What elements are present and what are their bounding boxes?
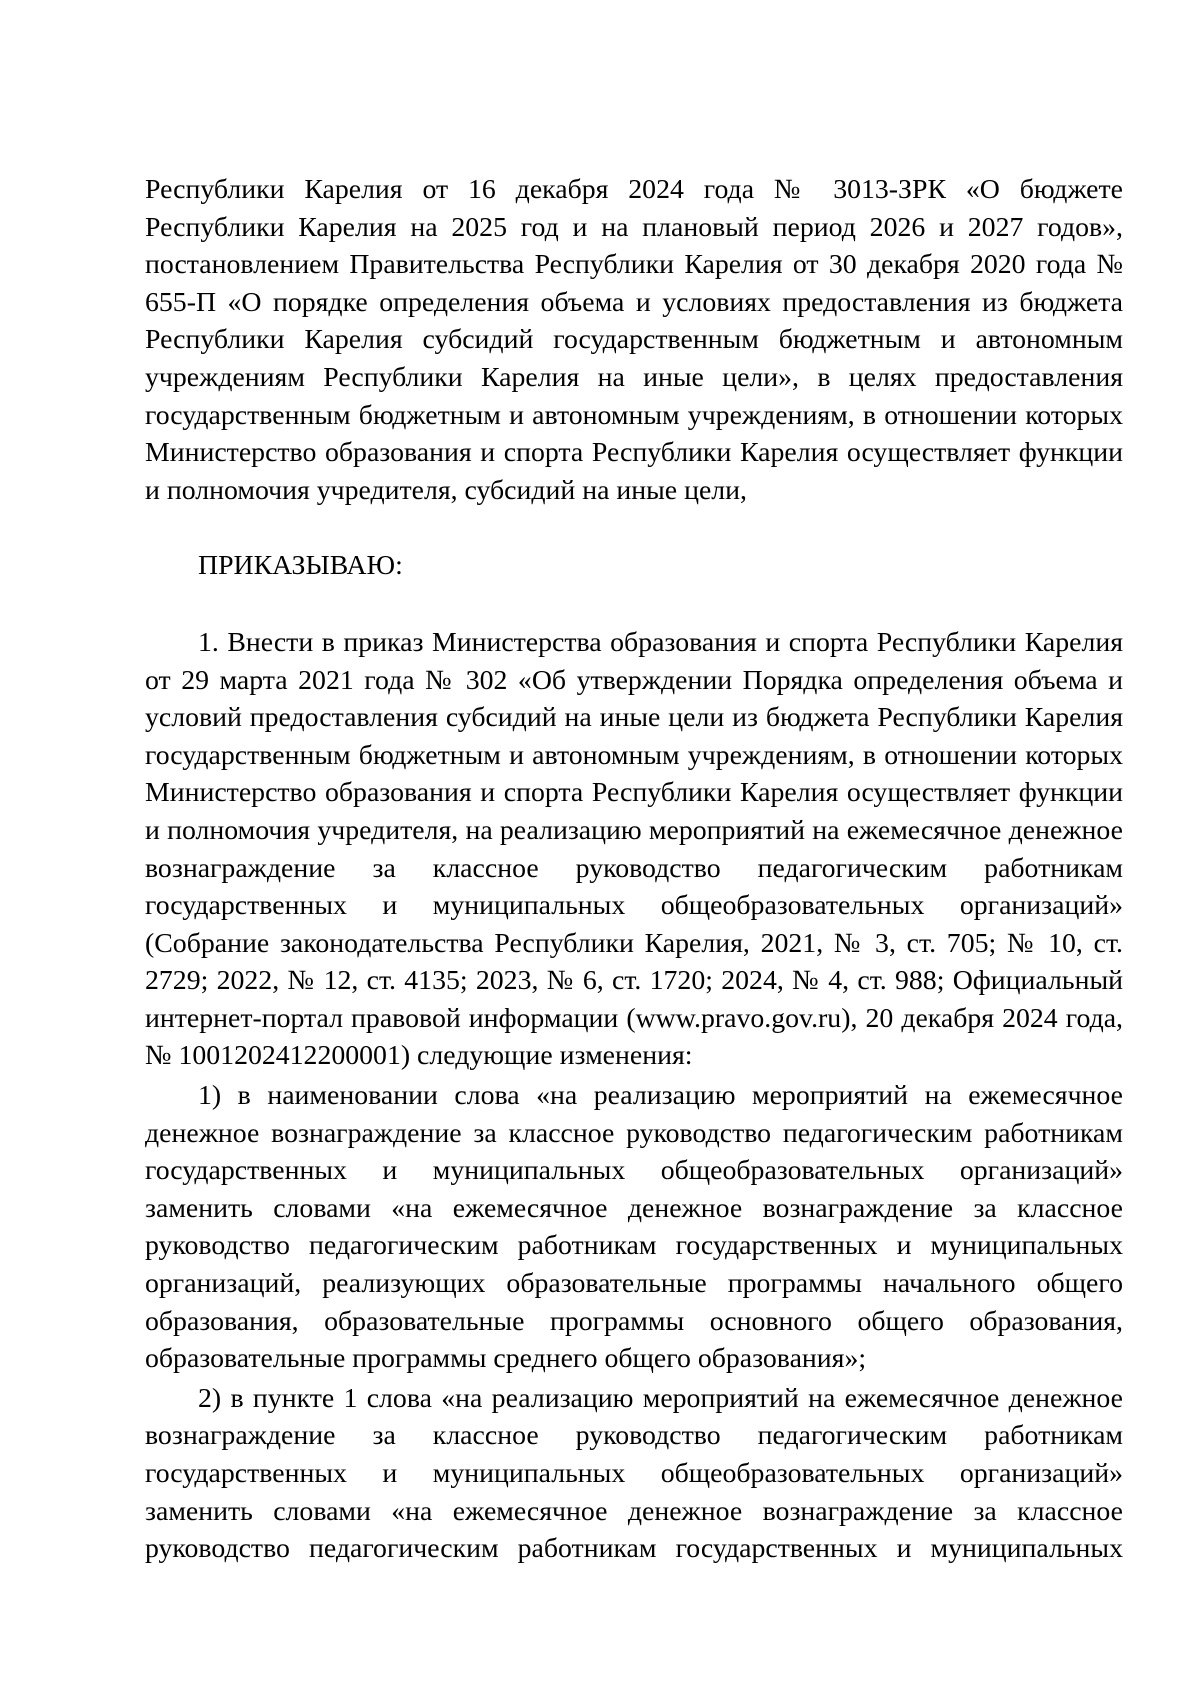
preamble-paragraph: Республики Карелия от 16 декабря 2024 года № 3013-ЗРК «О бюджете Республики Карелия на 2025 год и на плановый период 2026 и 2027 годов», постановлением Правительства Республики Карелия от 30 декабря 2020 года № 655-П «О порядке определения объема и условиях предоставления из бюджета Республики Карелия субсидий государственным бюджетным и автономным учреждениям Республики Карелия на иные цели», в целях предоставления государственным бюджетным и автономным учреждениям, в отношении которых Министерство образования и спорта Республики Карелия осуществляет функции и полномочия учредителя, субсидий на иные цели, (145, 174, 1123, 506)
document-body (145, 171, 1123, 1568)
item-1-paragraph: 1. Внести в приказ Министерства образования и спорта Республики Карелия от 29 марта 2021 года № 302 «Об утверждении Порядка определения объема и условий предоставления субсидий на иные цели из бюджета Республики Карелия государственным бюджетным и автономным учреждениям, в отношении которых Министерство образования и спорта Республики Карелия осуществляет функции и полномочия учредителя, на реализацию мероприятий на ежемесячное денежное вознаграждение за классное руководство педагогическим работникам государственных и муниципальных общеобразовательных организаций» (Собрание законодательства Республики Карелия, 2021, № 3, ст. 705; № 10, ст. 2729; 2022, № 12, ст. 4135; 2023, № 6, ст. 1720; 2024, № 4, ст. 988; Официальный интернет-портал правовой информации (www.pravo.gov.ru), 20 декабря 2024 года, № 1001202412200001) следующие изменения: (145, 626, 1123, 1072)
order-heading: ПРИКАЗЫВАЮ: (198, 550, 403, 582)
subitem-1-paragraph: 1) в наименовании слова «на реализацию мероприятий на ежемесячное денежное вознаграждение за классное руководство педагогическим работникам государственных и муниципальных общеобразовательных организаций» заменить словами «на ежемесячное денежное вознаграждение за классное руководство педагогическим работникам государственных и муниципальных организаций, реализующих образовательные программы начального общего образования, образовательные программы основного общего образования, образовательные программы среднего общего образования»; (145, 1080, 1123, 1375)
subitem-2-paragraph: 2) в пункте 1 слова «на реализацию мероприятий на ежемесячное денежное вознаграждение за классное руководство педагогическим работникам государственных и муниципальных общеобразовательных организаций» заменить словами «на ежемесячное денежное вознаграждение за классное руководство педагогическим работникам государственных и муниципальных (145, 1382, 1123, 1565)
